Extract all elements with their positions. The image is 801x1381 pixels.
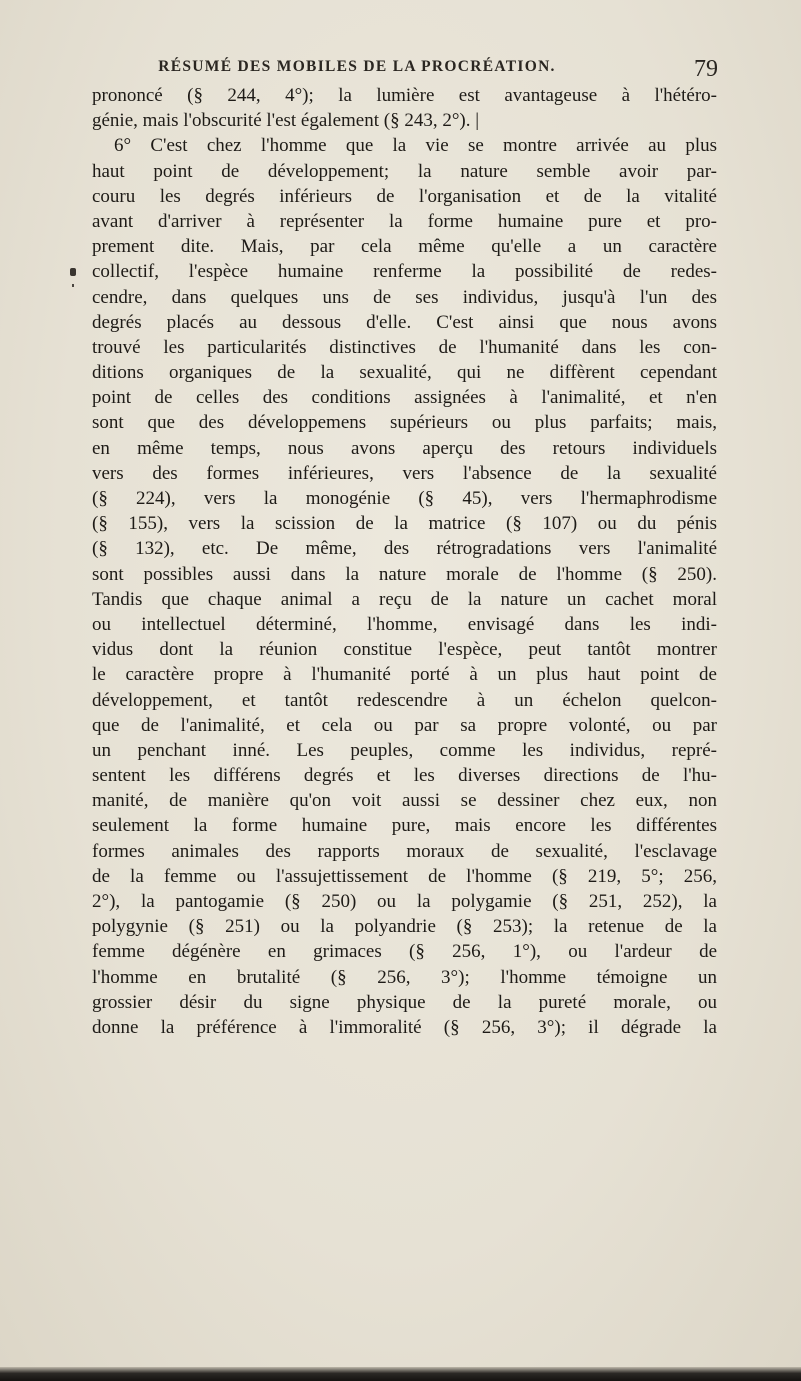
text-line: vers des formes inférieures, vers l'absence de la sexualité xyxy=(92,462,717,484)
text-line: grossier désir du signe physique de la pureté morale, ou xyxy=(92,991,717,1013)
text-line: point de celles des conditions assignées à l'animalité, et n'en xyxy=(92,387,717,409)
text-line: génie, mais l'obscurité l'est également (§ 243, 2°). | xyxy=(92,110,480,132)
text-line: 2°), la pantogamie (§ 250) ou la polygamie (§ 251, 252), la xyxy=(92,891,717,912)
margin-ink-mark xyxy=(70,268,76,276)
text-line: trouvé les particularités distinctives de l'humanité dans les con- xyxy=(92,336,717,358)
page-number: 79 xyxy=(694,56,718,82)
text-line: développement, et tantôt redescendre à un échelon quelcon- xyxy=(92,689,717,711)
text-line: degrés placés au dessous d'elle. C'est ainsi que nous avons xyxy=(92,311,717,333)
margin-ink-dot xyxy=(72,284,74,287)
text-line: sont que des développemens supérieurs ou plus parfaits; mais, xyxy=(92,412,717,434)
text-line: ou intellectuel déterminé, l'homme, envisagé dans les indi- xyxy=(92,613,717,635)
text-line: (§ 224), vers la monogénie (§ 45), vers l'hermaphrodisme xyxy=(92,488,717,509)
text-line: un penchant inné. Les peuples, comme les individus, repré- xyxy=(92,739,717,761)
text-line: 6° C'est chez l'homme que la vie se montre arrivée au plus xyxy=(114,135,717,157)
running-title: RÉSUMÉ DES MOBILES DE LA PROCRÉATION. xyxy=(158,58,556,75)
text-line: prononcé (§ 244, 4°); la lumière est avantageuse à l'hétéro- xyxy=(92,85,717,106)
text-line: de la femme ou l'assujettissement de l'homme (§ 219, 5°; 256, xyxy=(92,865,717,887)
text-line: (§ 155), vers la scission de la matrice (§ 107) ou du pénis xyxy=(92,513,717,535)
text-line: le caractère propre à l'humanité porté à un plus haut point de xyxy=(92,664,717,686)
text-line: avant d'arriver à représenter la forme humaine pure et pro- xyxy=(92,210,717,232)
text-line: couru les degrés inférieurs de l'organisation et de la vitalité xyxy=(92,185,717,207)
text-line: manité, de manière qu'on voit aussi se dessiner chez eux, non xyxy=(92,790,717,812)
text-line: seulement la forme humaine pure, mais encore les différentes xyxy=(92,815,717,837)
text-line: formes animales des rapports moraux de sexualité, l'esclavage xyxy=(92,840,717,862)
text-line: haut point de développement; la nature semble avoir par- xyxy=(92,160,717,182)
text-line: vidus dont la réunion constitue l'espèce, peut tantôt montrer xyxy=(92,639,717,661)
text-line: Tandis que chaque animal a reçu de la nature un cachet moral xyxy=(92,588,717,610)
text-line: polygynie (§ 251) ou la polyandrie (§ 253); la retenue de la xyxy=(92,916,717,938)
text-line: femme dégénère en grimaces (§ 256, 1°), ou l'ardeur de xyxy=(92,941,717,963)
text-line: sentent les différens degrés et les diverses directions de l'hu- xyxy=(92,765,717,787)
text-line: que de l'animalité, et cela ou par sa propre volonté, ou par xyxy=(92,714,717,736)
text-line: en même temps, nous avons aperçu des retours individuels xyxy=(92,437,717,459)
text-line: (§ 132), etc. De même, des rétrogradations vers l'animalité xyxy=(92,538,717,560)
text-line: collectif, l'espèce humaine renferme la possibilité de redes- xyxy=(92,261,717,283)
text-line: prement dite. Mais, par cela même qu'elle a un caractère xyxy=(92,236,717,258)
scan-bottom-edge xyxy=(0,1367,801,1381)
text-line: l'homme en brutalité (§ 256, 3°); l'homme témoigne un xyxy=(92,966,717,988)
text-line: donne la préférence à l'immoralité (§ 256, 3°); il dégrade la xyxy=(92,1016,717,1038)
body-text xyxy=(92,83,717,1040)
text-line: sont possibles aussi dans la nature morale de l'homme (§ 250). xyxy=(92,563,717,585)
text-line: cendre, dans quelques uns de ses individus, jusqu'à l'un des xyxy=(92,286,717,308)
text-line: ditions organiques de la sexualité, qui ne diffèrent cependant xyxy=(92,362,717,384)
